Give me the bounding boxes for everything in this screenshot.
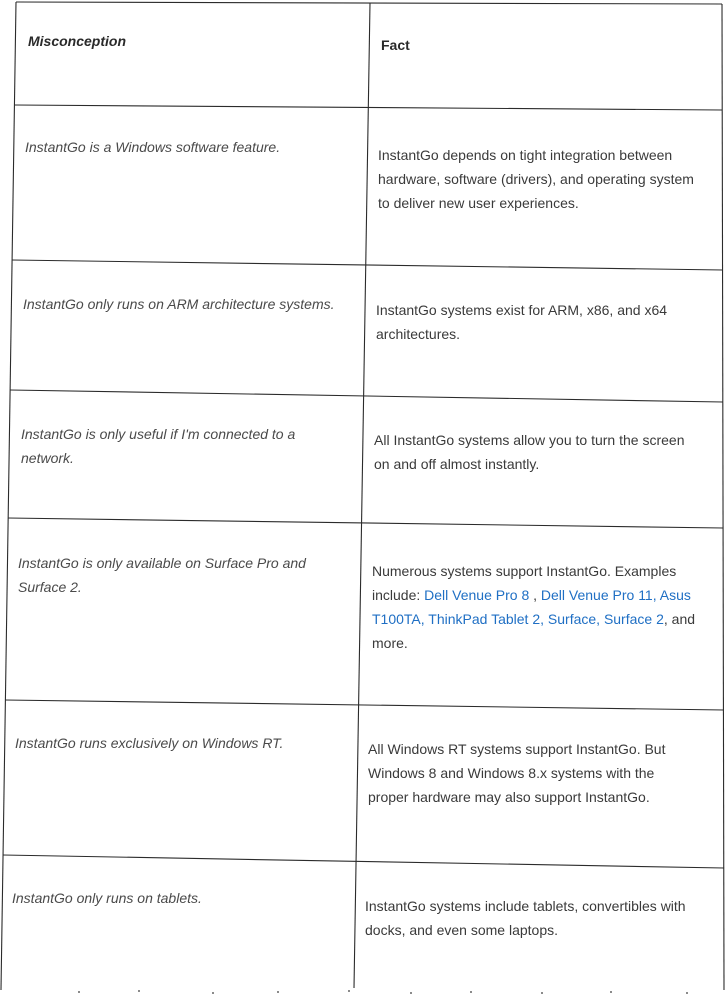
row4-misconception-line2: Surface 2.	[18, 579, 82, 595]
link-asus-t100ta[interactable]: Asus T100TA	[372, 587, 691, 627]
row1-misconception: InstantGo is a Windows software feature.	[25, 139, 281, 155]
row1-fact	[378, 143, 718, 215]
row5-fact-line3: proper hardware may also support InstantGo.	[368, 789, 650, 805]
row3-fact	[374, 428, 719, 476]
row4-fact	[372, 559, 722, 655]
row4-fact-line2: include: Dell Venue Pro 8 , Dell Venue Pro 11, Asus T100TA, ThinkPad Tablet 2, Surface, Surface 2, and more.	[372, 587, 696, 651]
link-surface[interactable]: Surface	[547, 611, 597, 627]
header-misconception: Misconception	[28, 33, 127, 49]
row4-fact-line1: Numerous systems support InstantGo. Examples	[372, 563, 677, 579]
row5-misconception: InstantGo runs exclusively on Windows RT.	[15, 735, 284, 751]
link-thinkpad-tablet-2[interactable]: ThinkPad Tablet 2	[428, 611, 541, 627]
row2-misconception: InstantGo only runs on ARM architecture systems.	[23, 296, 335, 312]
row1-fact-line3: to deliver new user experiences.	[378, 195, 579, 211]
row3-misconception-line1: InstantGo is only useful if I'm connected to a	[21, 426, 296, 442]
row4-fact-more: more.	[372, 635, 408, 651]
row3-misconception-line2: network.	[21, 450, 74, 466]
row2-fact-line2: architectures.	[376, 326, 461, 342]
row3-fact-line2: on and off almost instantly.	[374, 456, 540, 472]
header-fact: Fact	[381, 37, 410, 53]
row2-fact-line1: InstantGo systems exist for ARM, x86, and x64	[376, 302, 668, 318]
row5-fact	[368, 737, 718, 809]
row6-fact-line1: InstantGo systems include tablets, convertibles with	[365, 898, 686, 914]
row3-misconception	[21, 422, 351, 470]
row6-fact-line2: docks, and even some laptops.	[365, 922, 559, 938]
row1-fact-line2: hardware, software (drivers), and operating system	[378, 171, 694, 187]
scan-speckles	[0, 985, 726, 1000]
row1-fact-line1: InstantGo depends on tight integration between	[378, 147, 673, 163]
row6-misconception: InstantGo only runs on tablets.	[12, 890, 202, 906]
row5-fact-line2: Windows 8 and Windows 8.x systems with the	[368, 765, 655, 781]
link-dell-venue-pro-8[interactable]: Dell Venue Pro 8	[424, 587, 530, 603]
row5-fact-line1: All Windows RT systems support InstantGo. But	[368, 741, 666, 757]
row4-misconception-line1: InstantGo is only available on Surface Pro and	[18, 555, 306, 571]
row3-fact-line1: All InstantGo systems allow you to turn the screen	[374, 432, 685, 448]
link-surface-2[interactable]: Surface 2	[603, 611, 664, 627]
row6-fact	[365, 894, 720, 942]
link-dell-venue-pro-11[interactable]: Dell Venue Pro 11	[540, 587, 653, 603]
row4-include-text: include:	[372, 587, 421, 603]
row4-misconception	[18, 551, 348, 599]
row2-fact	[376, 298, 716, 346]
row4-fact-and: and	[671, 611, 696, 627]
